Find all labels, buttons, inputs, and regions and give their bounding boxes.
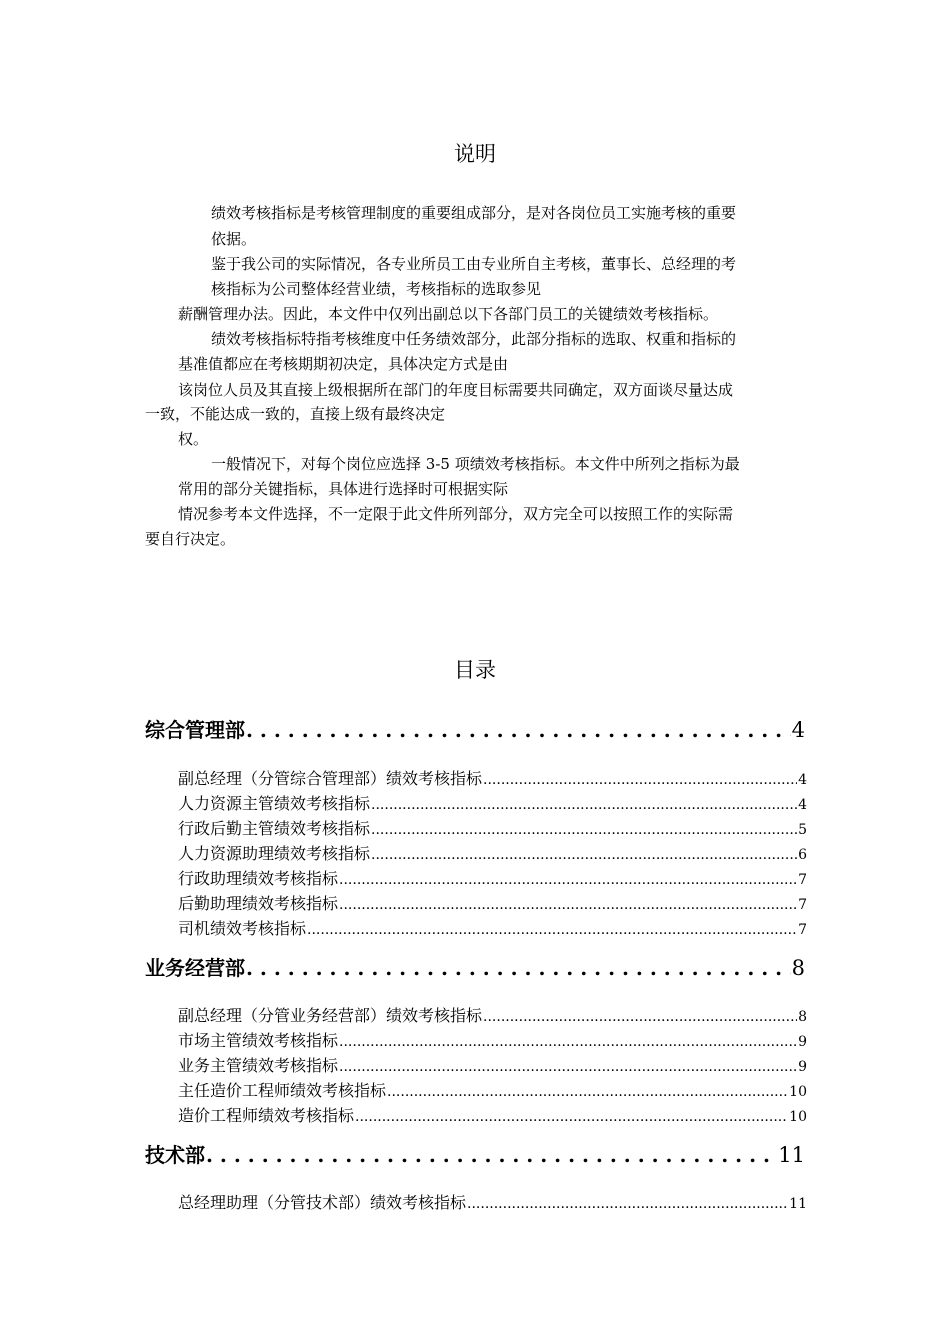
toc-page-number: 7	[798, 922, 807, 938]
toc-page-number: 10	[789, 1084, 807, 1100]
toc-entry-title: 人力资源助理绩效考核指标	[178, 844, 371, 863]
toc-leader-dots	[246, 718, 791, 742]
toc-page-number: 8	[791, 956, 805, 980]
intro-line: 鉴于我公司的实际情况，各专业所员工由专业所自主考核，董事长、总经理的考	[211, 255, 737, 273]
toc-page-number: 4	[798, 797, 807, 813]
toc-section-title: 综合管理部	[145, 718, 245, 742]
intro-line: 一致，不能达成一致的，直接上级有最终决定	[145, 405, 446, 423]
toc-section-technical[interactable]	[145, 1139, 805, 1165]
toc-entry-title: 人力资源主管绩效考核指标	[178, 794, 371, 813]
toc-page-number: 9	[798, 1034, 807, 1050]
toc-page-number: 8	[798, 1009, 807, 1025]
intro-line: 常用的部分关键指标，具体进行选择时可根据实际	[178, 480, 509, 498]
intro-line: 情况参考本文件选择，不一定限于此文件所列部分，双方完全可以按照工作的实际需	[178, 505, 734, 523]
intro-line: 一般情况下，对每个岗位应选择 3-5 项绩效考核指标。本文件中所列之指标为最	[211, 455, 740, 473]
intro-line: 绩效考核指标特指考核维度中任务绩效部分，此部分指标的选取、权重和指标的	[211, 330, 737, 348]
toc-entry-title: 行政助理绩效考核指标	[178, 869, 339, 888]
toc-page-number: 7	[798, 897, 807, 913]
toc-entry[interactable]	[178, 1003, 807, 1025]
toc-entry[interactable]	[178, 1028, 807, 1050]
intro-line: 权。	[178, 430, 209, 448]
toc-entry[interactable]	[178, 816, 807, 838]
toc-page-number: 7	[798, 872, 807, 888]
toc-entry[interactable]	[178, 1103, 807, 1125]
toc-leader-dots	[387, 1084, 788, 1100]
toc-entry-title: 业务主管绩效考核指标	[178, 1056, 339, 1075]
toc-entry[interactable]	[178, 841, 807, 863]
intro-line: 要自行决定。	[145, 530, 236, 548]
toc-page-number: 10	[789, 1109, 807, 1125]
toc-entry[interactable]	[178, 866, 807, 888]
toc-entry-title: 主任造价工程师绩效考核指标	[178, 1081, 387, 1100]
toc-leader-dots	[355, 1109, 788, 1125]
toc-entry[interactable]	[178, 766, 807, 788]
toc-page-number: 4	[798, 772, 807, 788]
intro-line: 薪酬管理办法。因此，本文件中仅列出副总以下各部门员工的关键绩效考核指标。	[178, 305, 719, 323]
toc-entry-title: 行政后勤主管绩效考核指标	[178, 819, 371, 838]
toc-leader-dots	[371, 822, 797, 838]
toc-section-title: 业务经营部	[145, 956, 245, 980]
toc-page-number: 5	[798, 822, 807, 838]
toc-leader-dots	[371, 847, 797, 863]
intro-line: 该岗位人员及其直接上级根据所在部门的年度目标需要共同确定，双方面谈尽量达成	[178, 381, 734, 399]
toc-page-number: 11	[789, 1196, 807, 1212]
toc-entry-title: 副总经理（分管业务经营部）绩效考核指标	[178, 1006, 483, 1025]
toc-page-number: 4	[791, 718, 805, 742]
toc-leader-dots	[371, 797, 797, 813]
toc-entry[interactable]	[178, 1078, 807, 1100]
intro-line: 依据。	[211, 230, 257, 248]
toc-leader-dots	[307, 922, 797, 938]
toc-leader-dots	[483, 1009, 797, 1025]
intro-line: 核指标为公司整体经营业绩，考核指标的选取参见	[211, 280, 542, 298]
intro-title: 说明	[454, 142, 496, 166]
toc-entry-title: 司机绩效考核指标	[178, 919, 307, 938]
toc-entry-title: 总经理助理（分管技术部）绩效考核指标	[178, 1193, 467, 1212]
toc-entry-title: 市场主管绩效考核指标	[178, 1031, 339, 1050]
toc-entry-title: 后勤助理绩效考核指标	[178, 894, 339, 913]
toc-leader-dots	[467, 1196, 788, 1212]
toc-leader-dots	[339, 897, 797, 913]
toc-section-title: 技术部	[145, 1143, 205, 1167]
toc-leader-dots	[206, 1143, 777, 1167]
intro-line: 绩效考核指标是考核管理制度的重要组成部分，是对各岗位员工实施考核的重要	[211, 204, 737, 222]
intro-line: 基准值都应在考核期期初决定，具体决定方式是由	[178, 355, 509, 373]
toc-leader-dots	[339, 1059, 797, 1075]
toc-entry[interactable]	[178, 791, 807, 813]
toc-entry-title: 造价工程师绩效考核指标	[178, 1106, 355, 1125]
toc-leader-dots	[339, 872, 797, 888]
toc-entry[interactable]	[178, 1190, 807, 1212]
toc-leader-dots	[246, 956, 791, 980]
toc-leader-dots	[483, 772, 797, 788]
toc-section-comprehensive-management[interactable]	[145, 714, 805, 740]
toc-entry[interactable]	[178, 891, 807, 913]
toc-leader-dots	[339, 1034, 797, 1050]
toc-entry-title: 副总经理（分管综合管理部）绩效考核指标	[178, 769, 483, 788]
toc-entry[interactable]	[178, 916, 807, 938]
toc-section-business-operations[interactable]	[145, 952, 805, 978]
toc-title: 目录	[454, 658, 496, 682]
toc-page-number: 9	[798, 1059, 807, 1075]
toc-entry[interactable]	[178, 1053, 807, 1075]
toc-page-number: 11	[778, 1143, 805, 1167]
toc-page-number: 6	[798, 847, 807, 863]
